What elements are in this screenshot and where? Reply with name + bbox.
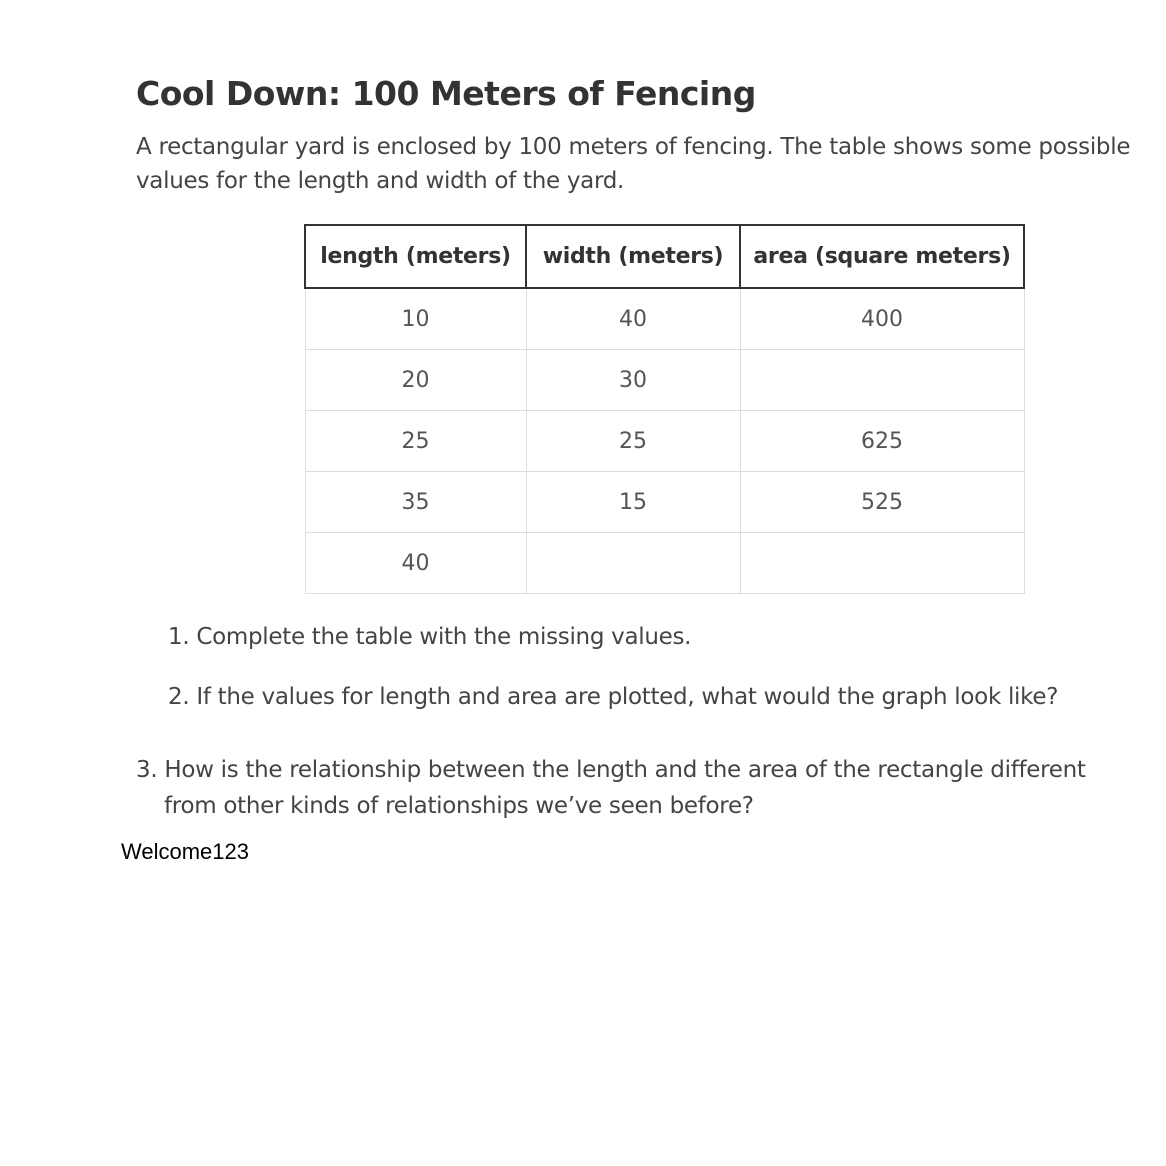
cell-area: 400 [740, 288, 1024, 350]
header-width: width (meters) [526, 225, 740, 288]
intro-line-2: values for the length and width of the yard. [136, 168, 625, 194]
cell-width: 30 [526, 350, 740, 411]
question-3-line-1: 3. How is the relationship between the length and the area of the rectangle different [136, 757, 1086, 783]
cell-area [740, 533, 1024, 594]
table-row [305, 411, 1024, 472]
cell-length: 10 [305, 288, 526, 350]
cell-length: 20 [305, 350, 526, 411]
cell-width: 15 [526, 472, 740, 533]
cell-width: 40 [526, 288, 740, 350]
question-2: 2. If the values for length and area are plotted, what would the graph look like? [168, 684, 1059, 710]
cell-width [526, 533, 740, 594]
cell-width: 25 [526, 411, 740, 472]
header-length: length (meters) [305, 225, 526, 288]
cell-area [740, 350, 1024, 411]
intro-line-1: A rectangular yard is enclosed by 100 meters of fencing. The table shows some possible [136, 134, 1131, 160]
table-row [305, 533, 1024, 594]
cell-area: 525 [740, 472, 1024, 533]
question-3-line-2: from other kinds of relationships we’ve seen before? [164, 793, 754, 819]
cell-length: 35 [305, 472, 526, 533]
page-title: Cool Down: 100 Meters of Fencing [136, 74, 756, 113]
intro-paragraph [136, 130, 1131, 198]
fencing-table [304, 224, 1025, 594]
cell-length: 40 [305, 533, 526, 594]
table-row [305, 288, 1024, 350]
question-1: 1. Complete the table with the missing values. [168, 624, 692, 650]
table-header-row [305, 225, 1024, 288]
cell-area: 625 [740, 411, 1024, 472]
header-area: area (square meters) [740, 225, 1024, 288]
table-row [305, 472, 1024, 533]
username-label: Welcome123 [121, 839, 249, 864]
question-3 [136, 752, 1086, 824]
cell-length: 25 [305, 411, 526, 472]
table-row [305, 350, 1024, 411]
